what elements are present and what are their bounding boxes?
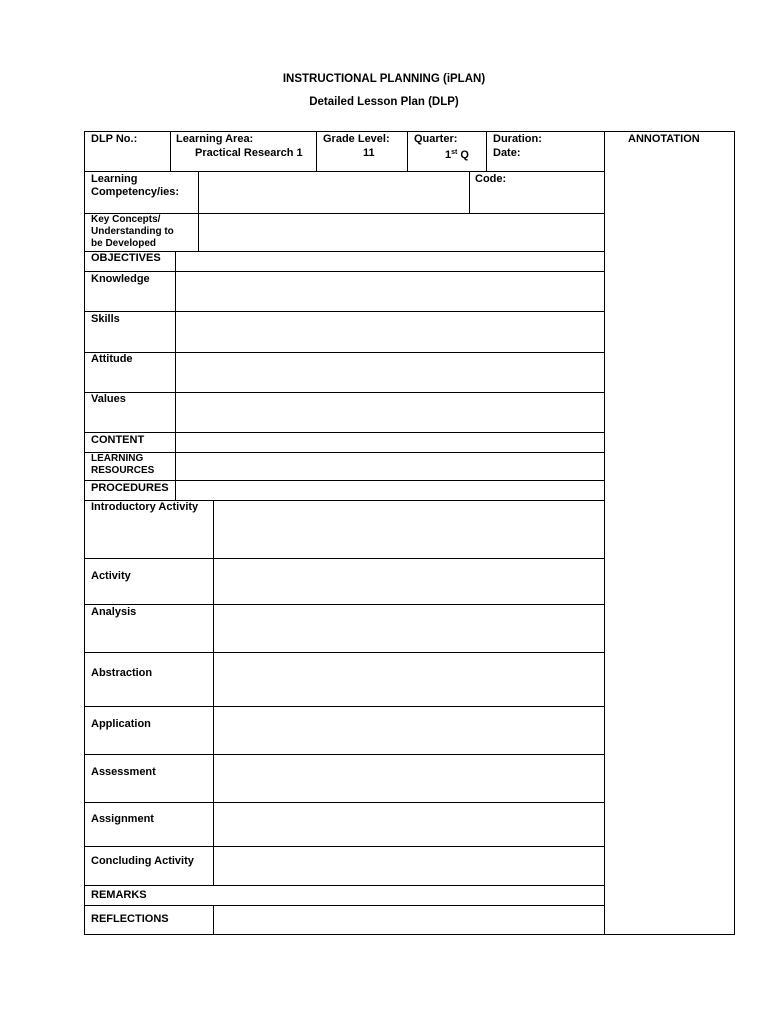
remarks-field[interactable] [215, 886, 603, 904]
objectives-label: OBJECTIVES [91, 252, 161, 264]
code-label: Code: [475, 173, 507, 185]
analysis-label: Analysis [91, 606, 137, 618]
col-line [170, 131, 171, 171]
col-line [486, 131, 487, 171]
learning-resources-field[interactable] [177, 453, 603, 479]
dlp-no-field[interactable] [140, 132, 168, 170]
learning-resources-label-line1: LEARNING [91, 453, 144, 464]
assessment-label: Assessment [91, 766, 156, 778]
col-line [213, 500, 214, 885]
knowledge-field[interactable] [177, 272, 603, 310]
dlp-no-label: DLP No.: [91, 133, 138, 145]
annotation-field[interactable] [606, 150, 734, 934]
annotation-header: ANNOTATION [628, 133, 700, 145]
activity-label: Activity [91, 570, 131, 582]
document-subtitle: Detailed Lesson Plan (DLP) [309, 96, 459, 108]
assignment-label: Assignment [91, 813, 154, 825]
grade-level-value: 11 [363, 147, 375, 159]
competency-label-line1: Learning [91, 173, 138, 185]
content-field[interactable] [177, 433, 603, 451]
reflections-label: REFLECTIONS [91, 913, 169, 925]
col-line [175, 251, 176, 500]
key-concepts-field[interactable] [200, 214, 603, 250]
objectives-field[interactable] [177, 252, 603, 270]
reflections-field[interactable] [215, 906, 603, 934]
competency-label-line2: Competency/ies: [91, 186, 180, 198]
quarter-value: 1st Q [445, 149, 469, 161]
activity-field[interactable] [215, 559, 603, 603]
procedures-field[interactable] [177, 481, 603, 499]
quarter-superscript: st [451, 149, 458, 156]
knowledge-label: Knowledge [91, 273, 150, 285]
date-field[interactable] [525, 148, 602, 170]
competency-field[interactable] [200, 172, 468, 212]
col-line [407, 131, 408, 171]
attitude-field[interactable] [177, 353, 603, 391]
attitude-label: Attitude [91, 353, 133, 365]
skills-field[interactable] [177, 312, 603, 351]
key-concepts-label-line1: Key Concepts/ [91, 214, 161, 225]
col-line [316, 131, 317, 171]
assignment-field[interactable] [215, 803, 603, 845]
code-field[interactable] [510, 172, 603, 212]
col-line [213, 905, 214, 935]
quarter-label: Quarter: [414, 133, 458, 145]
application-label: Application [91, 718, 151, 730]
key-concepts-label-line3: be Developed [91, 238, 157, 249]
learning-area-label: Learning Area: [176, 133, 254, 145]
introductory-activity-label: Introductory Activity [91, 501, 199, 513]
abstraction-label: Abstraction [91, 667, 153, 679]
procedures-label: PROCEDURES [91, 482, 169, 494]
concluding-activity-field[interactable] [215, 847, 603, 884]
learning-resources-label-line2: RESOURCES [91, 465, 155, 476]
date-label: Date: [493, 147, 521, 159]
application-field[interactable] [215, 707, 603, 753]
grade-level-label: Grade Level: [323, 133, 390, 145]
col-line [198, 171, 199, 251]
values-field[interactable] [177, 393, 603, 431]
learning-area-value: Practical Research 1 [195, 147, 303, 159]
assessment-field[interactable] [215, 755, 603, 801]
content-label: CONTENT [91, 434, 145, 446]
duration-label: Duration: [493, 133, 542, 145]
remarks-label: REMARKS [91, 889, 147, 901]
introductory-activity-field[interactable] [215, 501, 603, 557]
key-concepts-label-line2: Understanding to [91, 226, 174, 237]
concluding-activity-label: Concluding Activity [91, 855, 194, 867]
analysis-field[interactable] [215, 605, 603, 651]
duration-field[interactable] [548, 132, 602, 148]
values-label: Values [91, 393, 126, 405]
document-title: INSTRUCTIONAL PLANNING (iPLAN) [282, 73, 486, 85]
abstraction-field[interactable] [215, 653, 603, 705]
col-line [469, 171, 470, 213]
skills-label: Skills [91, 313, 120, 325]
